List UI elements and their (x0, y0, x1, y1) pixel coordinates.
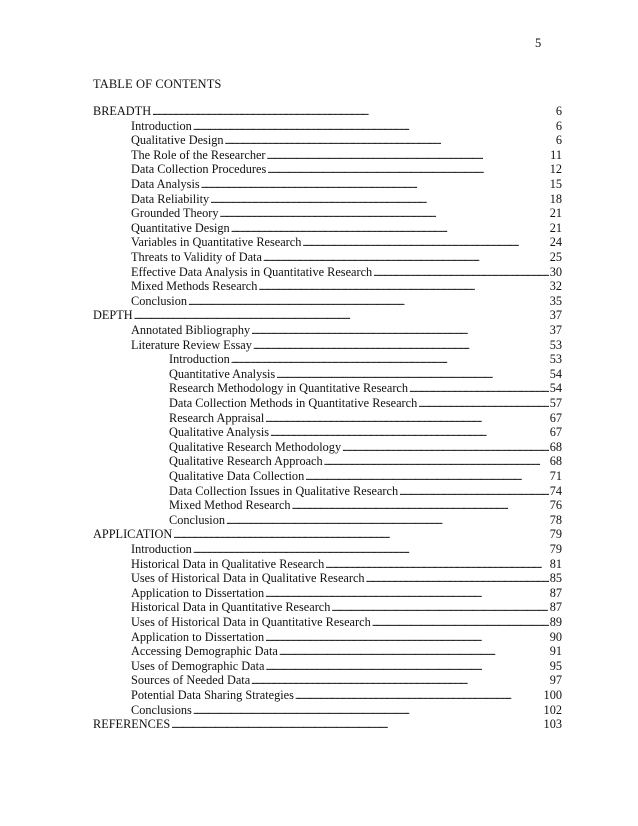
toc-entry-title: Qualitative Research Methodology (169, 439, 342, 454)
toc-entry-title: Sources of Needed Data (131, 673, 251, 688)
toc-entry[interactable] (131, 615, 562, 629)
toc-entry-title: Qualitative Data Collection (169, 469, 305, 483)
toc-dot-leader (152, 104, 555, 118)
toc-entry[interactable] (93, 104, 562, 118)
toc-dot-leader (305, 469, 548, 483)
toc-entry[interactable] (131, 542, 562, 556)
toc-entry-title: Research Methodology in Quantitative Research (169, 381, 409, 396)
toc-entry-page: 15 (549, 177, 562, 191)
toc-entry-page: 53 (549, 352, 562, 367)
toc-dot-leader (253, 338, 549, 352)
toc-entry[interactable] (169, 411, 562, 425)
toc-entry-title: Research Appraisal (169, 410, 265, 425)
toc-entry[interactable] (169, 440, 562, 454)
toc-dot-leader (231, 221, 549, 235)
toc-dot-leader (258, 279, 548, 293)
toc-dot-leader (193, 703, 543, 717)
toc-entry-page: 57 (549, 396, 562, 410)
toc-entry-page: 78 (549, 512, 562, 527)
toc-entry-page: 74 (549, 483, 562, 498)
toc-entry[interactable] (131, 557, 562, 571)
toc-entry[interactable] (131, 323, 562, 337)
toc-dot-leader (226, 513, 549, 527)
toc-entry[interactable] (169, 352, 562, 366)
toc-dot-leader (418, 396, 548, 410)
toc-entry-title: Effective Data Analysis in Quantitative Research (131, 264, 373, 279)
toc-entry[interactable] (93, 717, 562, 731)
toc-entry-title: Qualitative Design (131, 133, 224, 148)
toc-dot-leader (266, 659, 549, 673)
toc-entry[interactable] (93, 308, 562, 322)
toc-entry-page: 25 (549, 250, 562, 264)
toc-entry-page: 54 (549, 366, 562, 381)
toc-dot-leader (263, 250, 549, 264)
toc-entry-title: Qualitative Research Approach (169, 454, 323, 469)
toc-entry-title: Quantitative Analysis (169, 366, 276, 381)
toc-entry-page: 24 (549, 235, 562, 250)
toc-dot-leader (173, 527, 548, 541)
toc-entry-page: 91 (549, 644, 562, 659)
toc-entry-title: Mixed Method Research (169, 498, 291, 513)
toc-entry-page: 18 (549, 191, 562, 206)
toc-dot-leader (270, 425, 549, 439)
page-number: 5 (535, 36, 542, 50)
toc-entry-title: Data Collection Procedures (131, 162, 267, 177)
toc-entry-title: Data Collection Methods in Quantitative Research (169, 396, 418, 410)
toc-entry-page: 79 (549, 527, 562, 542)
toc-heading: TABLE OF CONTENTS (93, 77, 222, 91)
toc-entry-title: REFERENCES (93, 717, 171, 732)
toc-entry-page: 85 (549, 571, 562, 586)
toc-entry-title: Literature Review Essay (131, 337, 252, 352)
toc-dot-leader (331, 600, 548, 614)
toc-entry[interactable] (131, 119, 562, 133)
toc-entry[interactable] (131, 148, 562, 162)
toc-dot-leader (366, 571, 549, 585)
toc-entry[interactable] (131, 586, 562, 600)
toc-entry-title: Grounded Theory (131, 206, 219, 221)
toc-entry-page: 87 (549, 585, 562, 600)
toc-entry-page: 89 (549, 615, 562, 629)
toc-entry-title: Uses of Demographic Data (131, 658, 265, 673)
toc-entry[interactable] (169, 381, 562, 395)
toc-entry-page: 90 (549, 629, 562, 644)
toc-entry-page: 54 (549, 381, 562, 396)
toc-dot-leader (201, 177, 549, 191)
toc-entry-title: Conclusion (131, 293, 188, 308)
toc-entry[interactable] (169, 513, 562, 527)
toc-entry[interactable] (131, 673, 562, 687)
toc-entry-page: 6 (555, 118, 562, 133)
toc-entry-page: 37 (549, 323, 562, 337)
toc-entry-page: 97 (549, 673, 562, 688)
toc-entry-page: 102 (543, 702, 562, 717)
toc-dot-leader (225, 133, 555, 147)
toc-entry-page: 35 (549, 293, 562, 308)
toc-entry-page: 12 (549, 162, 562, 177)
toc-entry[interactable] (131, 659, 562, 673)
toc-entry-title: Conclusions (131, 702, 192, 717)
toc-entry-title: Uses of Historical Data in Qualitative Research (131, 571, 365, 586)
toc-entry-title: Application to Dissertation (131, 629, 265, 644)
toc-entry-title: Application to Dissertation (131, 585, 265, 600)
toc-dot-leader (171, 717, 542, 731)
toc-entry[interactable] (131, 630, 562, 644)
toc-entry[interactable] (169, 484, 562, 498)
toc-entry-title: Introduction (131, 118, 192, 133)
toc-dot-leader (267, 148, 550, 162)
toc-dot-leader (276, 367, 548, 381)
toc-entry[interactable] (131, 688, 562, 702)
toc-entry-title: Historical Data in Quantitative Research (131, 600, 331, 615)
toc-entry[interactable] (131, 192, 562, 206)
toc-dot-leader (231, 352, 549, 366)
toc-dot-leader (188, 294, 549, 308)
toc-entry-title: Quantitative Design (131, 220, 230, 235)
toc-dot-leader (220, 206, 549, 220)
toc-entry-page: 103 (543, 717, 562, 732)
toc-entry[interactable] (169, 469, 562, 483)
toc-entry-page: 81 (549, 556, 562, 571)
toc-entry[interactable] (131, 294, 562, 308)
toc-entry[interactable] (131, 221, 562, 235)
toc-dot-leader (372, 615, 549, 629)
toc-entry[interactable] (131, 571, 562, 585)
toc-entry[interactable] (131, 644, 562, 658)
toc-dot-leader (193, 119, 555, 133)
toc-dot-leader (134, 308, 549, 322)
toc-entry-page: 21 (549, 206, 562, 221)
toc-entry[interactable] (169, 498, 562, 512)
toc-entry-title: Annotated Bibliography (131, 323, 251, 337)
toc-entry-title: Accessing Demographic Data (131, 644, 278, 659)
toc-dot-leader (251, 673, 549, 687)
toc-entry-page: 32 (549, 279, 562, 294)
toc-dot-leader (210, 192, 549, 206)
toc-entry-page: 68 (549, 439, 562, 454)
toc-dot-leader (342, 440, 549, 454)
toc-entry[interactable] (169, 454, 562, 468)
toc-entry-page: 100 (543, 688, 562, 702)
toc-entry-page: 30 (549, 264, 562, 279)
toc-entry[interactable] (131, 279, 562, 293)
toc-entry-page: 67 (549, 410, 562, 425)
toc-entry[interactable] (131, 703, 562, 717)
toc-dot-leader (373, 265, 549, 279)
toc-entry-page: 6 (555, 133, 562, 148)
toc-entry-title: Threats to Validity of Data (131, 250, 262, 264)
toc-entry-title: Historical Data in Qualitative Research (131, 556, 325, 571)
toc-entry-page: 79 (549, 542, 562, 556)
toc-entry-title: Uses of Historical Data in Quantitative Research (131, 615, 371, 629)
toc-entry-title: Data Analysis (131, 177, 200, 191)
toc-entry-page: 76 (549, 498, 562, 513)
toc-dot-leader (295, 688, 543, 702)
toc-entry-page: 71 (549, 469, 562, 483)
toc-entry-page: 68 (549, 454, 562, 469)
toc-entry[interactable] (169, 425, 562, 439)
toc-entry[interactable] (131, 600, 562, 614)
toc-dot-leader (265, 586, 549, 600)
toc-entry-page: 53 (549, 337, 562, 352)
toc-entry-title: The Role of the Researcher (131, 147, 266, 162)
toc-entry-title: Variables in Quantitative Research (131, 235, 302, 250)
toc-dot-leader (251, 323, 549, 337)
toc-entry-title: Introduction (169, 352, 230, 367)
toc-dot-leader (409, 381, 549, 395)
toc-entry[interactable] (131, 265, 562, 279)
toc-dot-leader (324, 454, 549, 468)
toc-entry[interactable] (93, 527, 562, 541)
toc-dot-leader (267, 162, 548, 176)
toc-entry-title: BREADTH (93, 104, 152, 118)
toc-dot-leader (193, 542, 549, 556)
toc-dot-leader (325, 557, 548, 571)
toc-entry[interactable] (131, 206, 562, 220)
toc-entry[interactable] (169, 367, 562, 381)
toc-entry-title: DEPTH (93, 308, 133, 323)
toc-entry-title: Data Reliability (131, 191, 210, 206)
toc-entry-title: Qualitative Analysis (169, 425, 270, 440)
toc-entry[interactable] (131, 133, 562, 147)
toc-entry-page: 67 (549, 425, 562, 440)
toc-entry-title: Mixed Methods Research (131, 279, 258, 294)
toc-dot-leader (279, 644, 549, 658)
toc-entry-page: 6 (555, 104, 562, 118)
toc-dot-leader (302, 235, 548, 249)
toc-entry-title: Data Collection Issues in Qualitative Research (169, 483, 399, 498)
toc-dot-leader (265, 411, 548, 425)
toc-entry[interactable] (131, 338, 562, 352)
toc-entry-title: Conclusion (169, 512, 226, 527)
toc-dot-leader (265, 630, 549, 644)
toc-entry[interactable] (131, 250, 562, 264)
toc-entry-page: 95 (549, 658, 562, 673)
toc-entry[interactable] (131, 235, 562, 249)
toc-dot-leader (292, 498, 549, 512)
toc-entry[interactable] (131, 177, 562, 191)
toc-entry[interactable] (131, 162, 562, 176)
toc-entry[interactable] (169, 396, 562, 410)
toc-entry-page: 37 (549, 308, 562, 323)
toc-entry-title: Potential Data Sharing Strategies (131, 688, 294, 702)
toc-entry-title: APPLICATION (93, 527, 173, 542)
toc-entry-title: Introduction (131, 542, 192, 556)
toc-dot-leader (399, 484, 549, 498)
toc-entry-page: 21 (549, 220, 562, 235)
toc-entry-page: 11 (550, 147, 562, 162)
toc-entry-page: 87 (549, 600, 562, 615)
